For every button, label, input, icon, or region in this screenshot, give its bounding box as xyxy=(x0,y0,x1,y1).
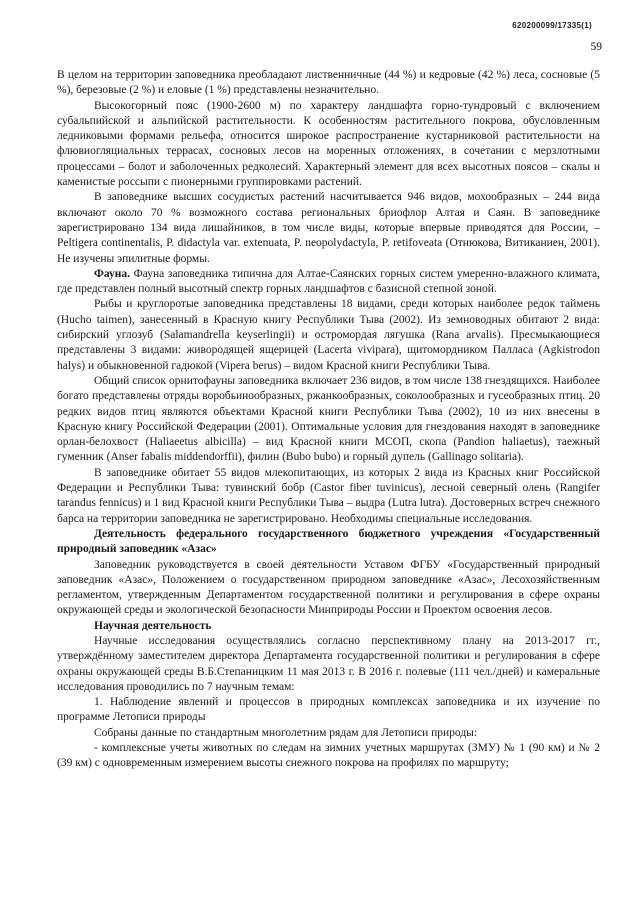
paragraph-flora: В заповеднике высших сосудистых растений насчитывается 946 видов, мохообразных – 244 вида включают около 70 % возможного состава региональных бриофлор Алтая и Саян. В заповеднике зарегистрировано 134 вида лишайников, в том числе виды, которые впервые приводятся для России, – Peltigera continentalis, P. didactyla var. extenuata, P. neopolydactyla, P. retifoveata (Отнюкова, Витиканиен, 2001). Не изучены эпилитные формы. xyxy=(57,191,600,265)
paragraph-birds: Общий список орнитофауны заповедника включает 236 видов, в том числе 138 гнездящихся. Наиболее богато представлены отряды воробьинообразных, ржанкообразных, соколообразных и гусеобразных птиц. 20 редких видов птиц являются объектами Красной книги Республики Тыва (2002), 10 из них внесены в Красную книгу Российской Федерации (2001). Оптимальные условия для гнездования находят в заповеднике орлан-белохвост (Haliaeetus albicilla) – вид Красной книги МСОП, скопа (Pandion haliaetus), таежный гуменник (Anser fabalis middendorffii), филин (Bubo bubo) и горный дупель (Gallinago solitaria). xyxy=(57,374,600,464)
paragraph-fauna xyxy=(57,267,600,298)
paragraph-collected: Собраны данные по стандартным многолетним рядам для Летописи природы: xyxy=(94,726,478,739)
paragraph-science: Научные исследования осуществлялись согласно перспективному плану на 2013-2017 гг., утверждённому заместителем директора Департамента государственной политики и регулирования в сфере охраны окружающей среды В.Б.Степаницким 11 мая 2013 г. В 2016 г. полевые (111 чел./дней) и камеральные исследования проводились по 7 научным темам: xyxy=(57,634,600,693)
page-number: 59 xyxy=(590,41,602,53)
fauna-text: Фауна заповедника типична для Алтае-Саянских горных систем умеренно-влажного климата, где представлен полный высотный спектр горных ландшафтов с базисной степной зоной. xyxy=(57,267,600,296)
paragraph-forests: В целом на территории заповедника преобладают лиственничные (44 %) и кедровые (42 %) леса, сосновые (5 %), березовые (2 %) и еловые (1 %) представлены незначительно. xyxy=(57,69,600,97)
section-heading-science: Научная деятельность xyxy=(94,619,212,632)
fauna-label: Фауна. xyxy=(94,267,131,280)
paragraph-mammals: В заповеднике обитает 55 видов млекопитающих, из которых 2 вида из Красных книг Российской Федерации и Республики Тыва: тувинский бобр (Castor fiber tuvinicus), лесной северный олень (Rangifer tarandus fennicus) и 1 вид Красной книги Республики Тыва – выдра (Lutra lutra). Достоверных встреч снежного барса на территории заповедника не зарегистрировано. Необходимы специальные исследования. xyxy=(57,466,600,525)
document-id: 620200099/17335(1) xyxy=(512,21,592,30)
paragraph-fish-amphibians: Рыбы и круглоротые заповедника представлены 18 видами, среди которых наиболее редок таймень (Hucho taimen), занесенный в Красную книгу Республики Тыва (2002). Из земноводных обитают 2 вида: сибирский углозуб (Salamandrella keyserlingii) и остромордая лягушка (Rana arvalis). Пресмыкающиеся представлены 3 видами: живородящей ящерицей (Lacerta vivipara), щитомордником Палласа (Agkistrodon halys) и обыкновенной гадюкой (Vipera berus) – видом Красной книги Республики Тыва. xyxy=(57,298,600,372)
science-item-1: 1. Наблюдение явлений и процессов в природных комплексах заповедника и их изучение по программе Летописи природы xyxy=(57,696,600,724)
section-heading-activity: Деятельность федерального государственного бюджетного учреждения «Государственный природный заповедник «Азас» xyxy=(57,527,600,556)
page-body xyxy=(57,68,600,772)
paragraph-activity: Заповедник руководствуется в своей деятельности Уставом ФГБУ «Государственный природный заповедник «Азас», Положением о государственном природном заповеднике «Азас», Лесохозяйственным регламентом, утвержденным Департаментом государственной политики и регулирования в сфере охраны окружающей среды и экологической безопасности Минприроды России и Проектом освоения лесов. xyxy=(57,558,600,617)
paragraph-highland-belt: Высокогорный пояс (1900-2600 м) по характеру ландшафта горно-тундровый с включением субальпийской и альпийской растительности. К особенностям растительного покрова, обусловленным ледниковыми формами рельефа, относится широкое распространение кустарниковой растительности на флювиогляциальных террасах, сосновых лесов на моренных отложениях, в сочетании с мерзлотными процессами – болот и заболоченных редколесий. Характерный элемент для всех высотных поясов – скалы и каменистые россыпи с пионерными группировками растений. xyxy=(57,99,600,189)
bullet-winter-counts: - комплексные учеты животных по следам на зимних учетных маршрутах (ЗМУ) № 1 (90 км) и № 2 (39 км) с одновременным измерением высоты снежного покрова на профилях по маршруту; xyxy=(57,742,600,770)
